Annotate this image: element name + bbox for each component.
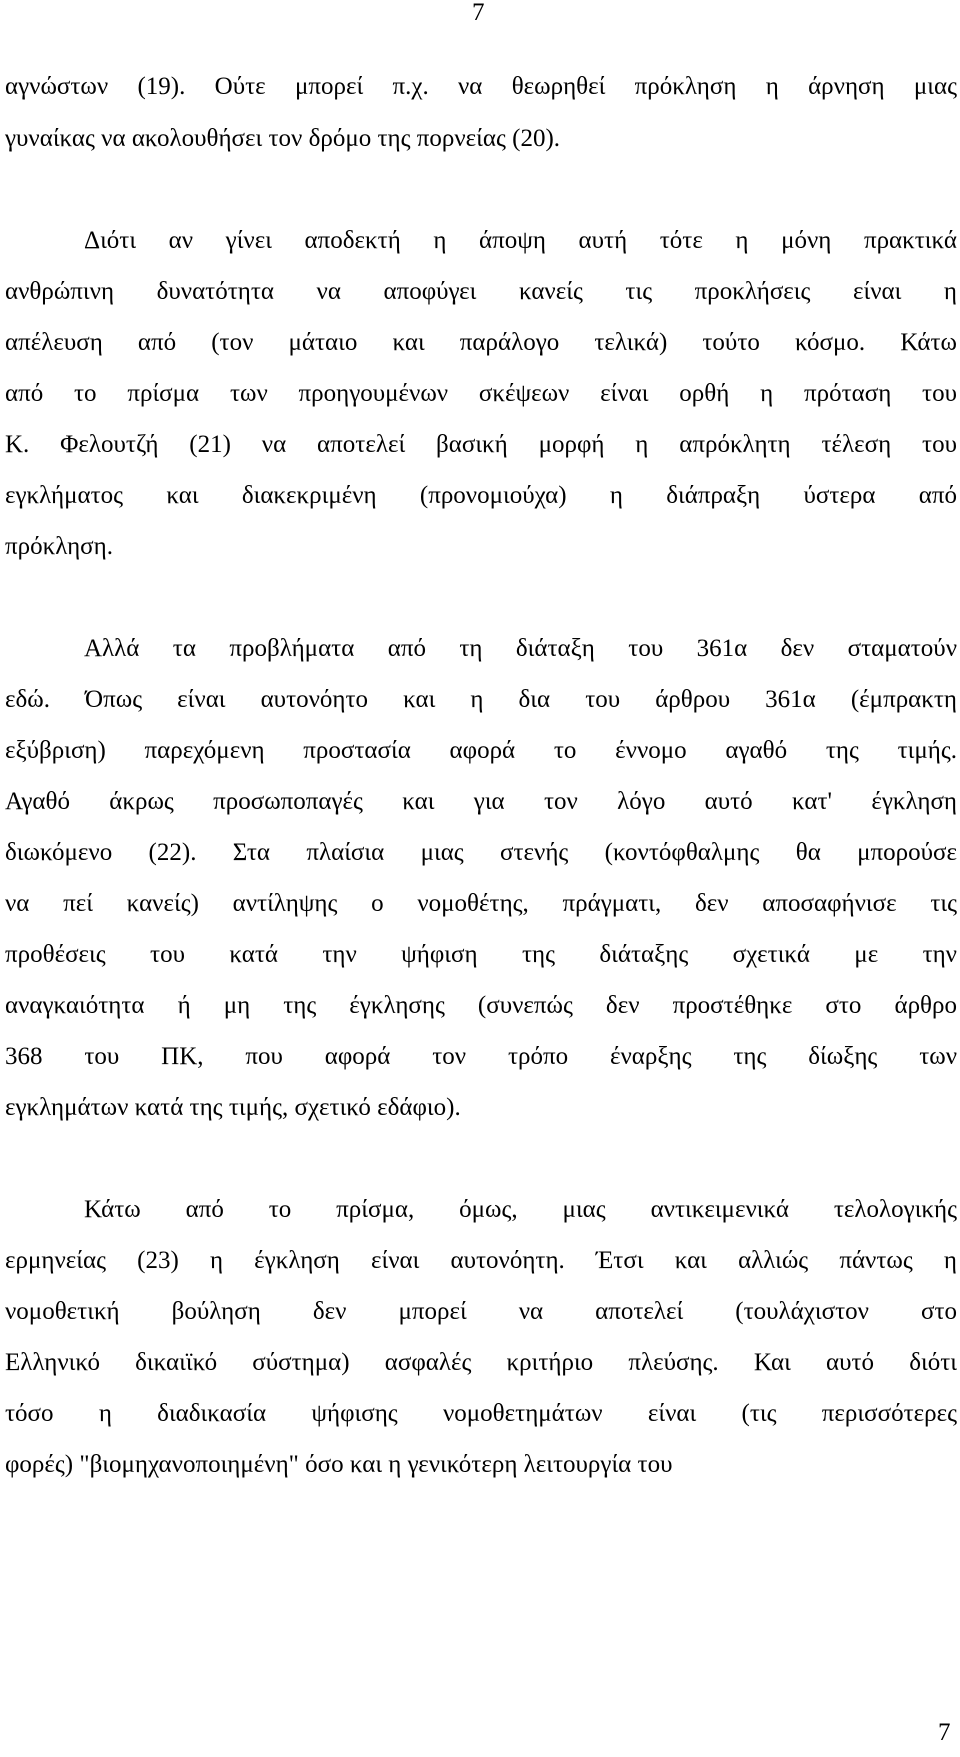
text-line: γυναίκας να ακολουθήσει τον δρόμο της πορνείας (20). bbox=[5, 125, 561, 152]
text-line: αναγκαιότητα ή μη της έγκλησης (συνεπώς δεν προστέθηκε στο άρθρο bbox=[5, 992, 957, 1019]
text-line: από το πρίσμα των προηγουμένων σκέψεων είναι ορθή η πρόταση του bbox=[5, 380, 957, 407]
text-line: ανθρώπινη δυνατότητα να αποφύγει κανείς τις προκλήσεις είναι η bbox=[5, 278, 957, 305]
text-line: πρόκληση. bbox=[5, 533, 113, 560]
text-line: Διότι αν γίνει αποδεκτή η άποψη αυτή τότε η μόνη πρακτικά bbox=[84, 227, 957, 254]
text-line: ερμηνείας (23) η έγκληση είναι αυτονόητη. Έτσι και αλλιώς πάντως η bbox=[5, 1247, 957, 1274]
text-line: φορές) "βιομηχανοποιημένη" όσο και η γενικότερη λειτουργία του bbox=[5, 1451, 673, 1478]
text-line: εξύβριση) παρεχόμενη προστασία αφορά το έννομο αγαθό της τιμής. bbox=[5, 737, 957, 764]
text-line: Αλλά τα προβλήματα από τη διάταξη του 361α δεν σταματούν bbox=[84, 635, 957, 662]
page-number-top: 7 bbox=[472, 0, 485, 26]
text-line: εδώ. Όπως είναι αυτονόητο και η δια του άρθρου 361α (έμπρακτη bbox=[5, 686, 957, 713]
text-line: Ελληνικό δικαιϊκό σύστημα) ασφαλές κριτήριο πλεύσης. Και αυτό διότι bbox=[5, 1349, 957, 1376]
text-line: αγνώστων (19). Ούτε μπορεί π.χ. να θεωρηθεί πρόκληση η άρνηση μιας bbox=[5, 73, 957, 100]
text-line: προθέσεις του κατά την ψήφιση της διάταξης σχετικά με την bbox=[5, 941, 957, 968]
text-line: διωκόμενο (22). Στα πλαίσια μιας στενής (κοντόφθαλμης θα μπορούσε bbox=[5, 839, 957, 866]
text-line: εγκλήματος και διακεκριμένη (προνομιούχα) η διάπραξη ύστερα από bbox=[5, 482, 957, 509]
text-line: Κάτω από το πρίσμα, όμως, μιας αντικειμενικά τελολογικής bbox=[84, 1196, 957, 1223]
text-line: απέλευση από (τον μάταιο και παράλογο τελικά) τούτο κόσμο. Κάτω bbox=[5, 329, 957, 356]
text-line: τόσο η διαδικασία ψήφισης νομοθετημάτων είναι (τις περισσότερες bbox=[5, 1400, 957, 1427]
text-line: Κ. Φελουτζή (21) να αποτελεί βασική μορφή η απρόκλητη τέλεση του bbox=[5, 431, 957, 458]
text-line: να πεί κανείς) αντίληψης ο νομοθέτης, πράγματι, δεν αποσαφήνισε τις bbox=[5, 890, 957, 917]
page-number-bottom: 7 bbox=[938, 1719, 951, 1746]
text-line: νομοθετική βούληση δεν μπορεί να αποτελεί (τουλάχιστον στο bbox=[5, 1298, 957, 1325]
text-line: 368 του ΠΚ, που αφορά τον τρόπο έναρξης της δίωξης των bbox=[5, 1043, 957, 1070]
text-line: Αγαθό άκρως προσωποπαγές και για τον λόγο αυτό κατ' έγκληση bbox=[5, 788, 957, 815]
text-line: εγκλημάτων κατά της τιμής, σχετικό εδάφιο). bbox=[5, 1094, 461, 1121]
